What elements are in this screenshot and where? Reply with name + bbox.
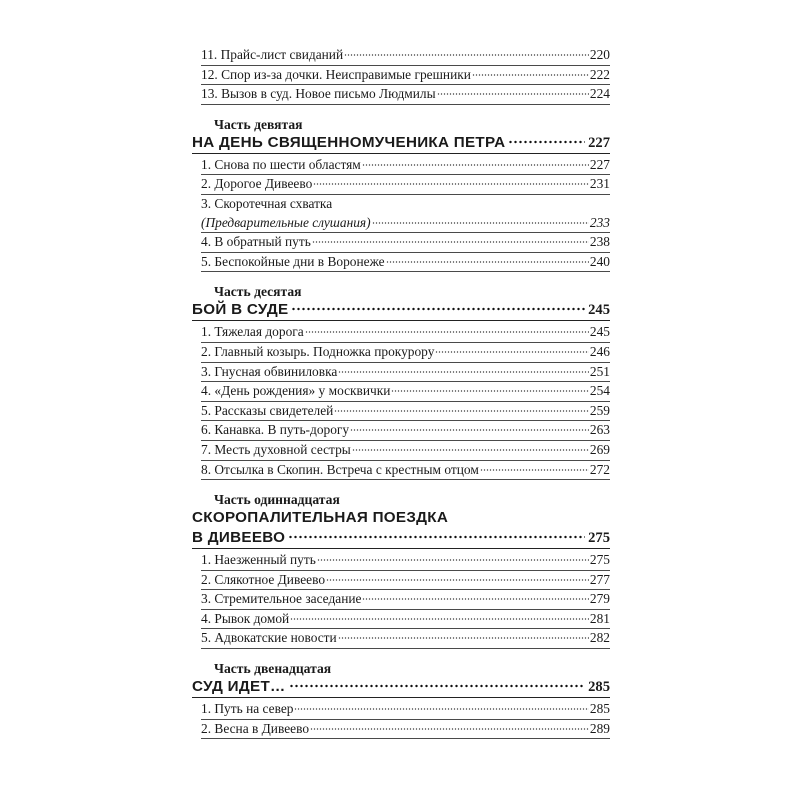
toc-entry-page: 263 [589,422,610,438]
toc-entry-page: 224 [589,86,610,102]
leader-dots [352,448,589,452]
toc-entry [192,461,610,480]
toc-entry-title: 4. «День рождения» у москвички [201,383,391,399]
part-rule [192,153,610,154]
toc-entry [192,402,610,421]
toc-entry-page: 269 [589,441,610,457]
part-title-page: 245 [588,302,610,319]
toc-entry-title: 2. Слякотное Дивеево [201,571,326,587]
toc-entry-page: 233 [589,214,610,230]
toc-entry-title: 2. Весна в Дивеево [201,720,310,736]
part-rule [192,320,610,321]
toc-entry [192,610,610,629]
toc-entry [192,195,610,214]
part-label: Часть одиннадцатая [214,492,340,508]
part-title-page: 275 [588,530,610,547]
toc-entry [192,441,610,460]
part-title-text: В ДИВЕЕВО [192,529,286,547]
toc-entry-title: 3. Стремительное заседание [201,591,362,607]
toc-entry-page: 245 [589,324,610,340]
part-label: Часть десятая [214,284,302,300]
toc-entry-title: 13. Вызов в суд. Новое письмо Людмилы [201,86,436,102]
part-rule [192,697,610,698]
leader-dots [326,578,589,582]
entry-rule [201,479,610,480]
toc-entry-page: 272 [589,461,610,477]
toc-entry-page: 282 [589,630,610,646]
toc-entry-page: 289 [589,720,610,736]
part-title [192,133,610,153]
toc-entry [192,629,610,648]
toc-entry [192,156,610,175]
part-title-text: БОЙ В СУДЕ [192,301,289,319]
part-title-text: НА ДЕНЬ СВЯЩЕННОМУЧЕНИКА ПЕТРА [192,133,506,151]
table-of-contents [192,46,610,739]
leader-dots [386,260,589,264]
toc-entry-page: 281 [589,610,610,626]
leader-dots [305,330,589,334]
toc-entry-page: 254 [589,383,610,399]
leader-dots [338,636,589,640]
toc-entry-page: 240 [589,253,610,269]
entry-rule [201,271,610,272]
part-title [192,300,610,320]
part-label: Часть двенадцатая [214,661,332,677]
part-label: Часть девятая [214,116,303,132]
toc-entry-title: 3. Скоротечная схватка [201,195,333,211]
toc-entry-title: (Предварительные слушания) [201,214,371,230]
leader-dots [480,468,589,472]
toc-entry-page: 222 [589,66,610,82]
leader-dots [508,140,585,144]
toc-entry [192,233,610,252]
part-title-page: 285 [588,679,610,696]
toc-entry-title: 3. Гнусная обвиниловка [201,363,338,379]
leader-dots [362,163,589,167]
toc-entry-title: 2. Главный козырь. Подножка прокурору [201,343,435,359]
leader-dots [317,558,589,562]
toc-entry-title: 5. Адвокатские новости [201,630,337,646]
toc-entry-title: 12. Спор из-за дочки. Неисправимые грешники [201,66,471,82]
leader-dots [472,73,589,77]
toc-entry [192,85,610,104]
toc-entry-title: 8. Отсылка в Скопин. Встреча с крестным отцом [201,461,479,477]
leader-dots [288,535,585,539]
toc-entry [192,720,610,739]
part-title-text: СУД ИДЕТ… [192,678,286,696]
entry-rule [201,104,610,105]
toc-entry [192,382,610,401]
toc-entry-page: 279 [589,591,610,607]
toc-entry-page: 220 [589,47,610,62]
toc-entry-title: 1. Тяжелая дорога [201,324,304,340]
leader-dots [310,727,589,731]
toc-entry [192,421,610,440]
leader-dots [294,707,588,711]
leader-dots [344,53,589,57]
toc-entry-title: 2. Дорогое Дивеево [201,176,313,192]
entry-rule [201,738,610,739]
leader-dots [391,389,588,393]
part-title [192,677,610,697]
leader-dots [312,240,589,244]
toc-entry-page: 259 [589,402,610,418]
leader-dots [437,92,589,96]
leader-dots [290,617,589,621]
toc-entry-title: 5. Беспокойные дни в Воронеже [201,253,385,269]
toc-entry-title: 7. Месть духовной сестры [201,441,351,457]
leader-dots [334,409,589,413]
toc-entry [192,590,610,609]
toc-entry-title: 6. Канавка. В путь-дорогу [201,422,350,438]
part-title [192,528,610,548]
toc-entry-page: 231 [589,176,610,192]
toc-entry-title: 4. Рывок домой [201,610,290,626]
toc-entry-page: 251 [589,363,610,379]
toc-entry-page: 227 [589,156,610,172]
toc-entry [192,343,610,362]
toc-entry-page: 246 [589,343,610,359]
toc-entry [192,66,610,85]
leader-dots [362,597,588,601]
toc-entry-page: 277 [589,571,610,587]
part-rule [192,548,610,549]
leader-dots [350,428,589,432]
part-title-text: СКОРОПАЛИТЕЛЬНАЯ ПОЕЗДКА [192,509,449,527]
toc-entry-title: 5. Рассказы свидетелей [201,402,334,418]
toc-entry [192,175,610,194]
toc-entry-page: 238 [589,234,610,250]
leader-dots [372,221,589,225]
leader-dots [291,307,585,311]
toc-entry [192,363,610,382]
toc-entry [192,323,610,342]
toc-entry-title: 4. В обратный путь [201,234,311,250]
toc-entry [192,551,610,570]
toc-entry-title: 1. Путь на север [201,701,294,717]
toc-entry-page: 275 [589,552,610,568]
toc-entry-page: 285 [589,701,610,717]
leader-dots [435,350,589,354]
entry-rule [201,648,610,649]
leader-dots [338,370,589,374]
part-title-page: 227 [588,134,610,151]
leader-dots [289,684,586,688]
toc-entry [192,253,610,272]
toc-entry [192,214,610,233]
leader-dots [313,182,589,186]
toc-entry-title: 11. Прайс-лист свиданий [201,47,344,62]
toc-entry-title: 1. Наезженный путь [201,552,316,568]
toc-entry-title: 1. Снова по шести областям [201,156,361,172]
toc-entry [192,571,610,590]
toc-entry [192,46,610,65]
toc-entry [192,700,610,719]
